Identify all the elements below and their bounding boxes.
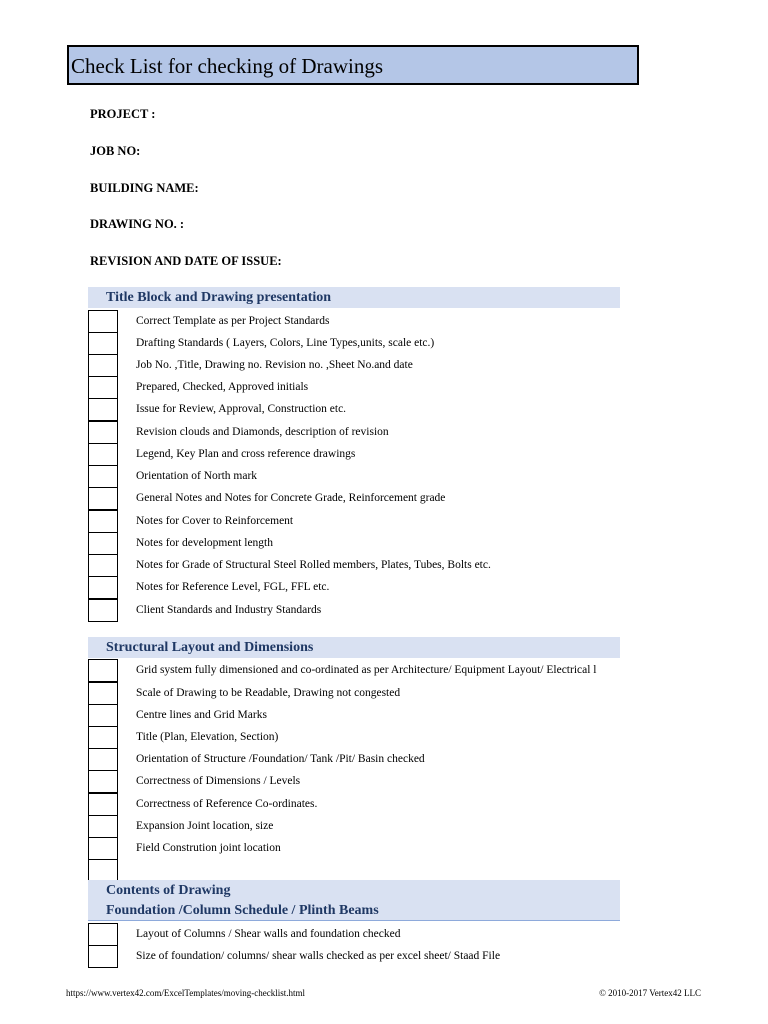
checklist-item-label: Revision clouds and Diamonds, description of revision: [136, 426, 389, 438]
section-heading-structural-layout: Structural Layout and Dimensions: [88, 637, 620, 658]
checklist-row: [88, 554, 648, 577]
checkbox[interactable]: [88, 837, 118, 860]
checklist-item-label: Issue for Review, Approval, Construction etc.: [136, 403, 347, 415]
checklist-row: [88, 532, 648, 555]
section-subheading-foundation: Foundation /Column Schedule / Plinth Beams: [88, 900, 620, 921]
section-heading-contents: Contents of Drawing: [88, 880, 620, 901]
checklist-item-label: Correct Template as per Project Standards: [136, 315, 330, 327]
checklist-row: [88, 398, 648, 421]
checklist-row: [88, 510, 648, 533]
page-title: Check List for checking of Drawings: [67, 45, 639, 85]
checklist-item-label: Field Constrution joint location: [136, 842, 281, 854]
checkbox[interactable]: [88, 487, 118, 510]
checklist-row: [88, 837, 648, 860]
checklist-item-label: Drafting Standards ( Layers, Colors, Line Types,units, scale etc.): [136, 337, 435, 349]
checklist-item-label: Notes for Reference Level, FGL, FFL etc.: [136, 581, 330, 593]
checkbox[interactable]: [88, 923, 118, 946]
checklist-item-label: Correctness of Reference Co-ordinates.: [136, 798, 318, 810]
field-building-name: BUILDING NAME:: [90, 181, 199, 195]
field-revision-date: REVISION AND DATE OF ISSUE:: [90, 254, 282, 268]
checklist-item-label: Prepared, Checked, Approved initials: [136, 381, 309, 393]
checklist-item-label: Expansion Joint location, size: [136, 820, 274, 832]
checklist-row: [88, 704, 648, 727]
checklist-item-label: Scale of Drawing to be Readable, Drawing not congested: [136, 687, 401, 699]
field-drawing-no: DRAWING NO. :: [90, 217, 185, 231]
checklist-row: [88, 599, 648, 622]
checklist-item-label: Layout of Columns / Shear walls and foundation checked: [136, 928, 401, 940]
checklist-row: [88, 465, 648, 488]
checkbox[interactable]: [88, 532, 118, 555]
checkbox[interactable]: [88, 659, 118, 682]
checklist-row: [88, 770, 648, 793]
checklist-item-label: Orientation of North mark: [136, 470, 258, 482]
checklist-item-label: Orientation of Structure /Foundation/ Tank /Pit/ Basin checked: [136, 753, 425, 765]
checklist-row: [88, 945, 648, 968]
checklist-row: [88, 682, 648, 705]
checklist-row: [88, 793, 648, 816]
checklist-row: [88, 726, 648, 749]
checklist-item-label: Correctness of Dimensions / Levels: [136, 775, 301, 787]
checkbox[interactable]: [88, 443, 118, 466]
checklist-item-label: Notes for development length: [136, 537, 274, 549]
checklist-item-label: Notes for Grade of Structural Steel Rolled members, Plates, Tubes, Bolts etc.: [136, 559, 491, 571]
checklist-row: [88, 354, 648, 377]
checkbox[interactable]: [88, 465, 118, 488]
checklist-row: [88, 748, 648, 771]
footer-copyright: © 2010-2017 Vertex42 LLC: [599, 988, 701, 998]
checklist-item-label: General Notes and Notes for Concrete Grade, Reinforcement grade: [136, 492, 446, 504]
checklist-row: [88, 443, 648, 466]
checkbox[interactable]: [88, 726, 118, 749]
checklist-row: [88, 815, 648, 838]
checkbox[interactable]: [88, 576, 118, 599]
checklist-item-label: Job No. ,Title, Drawing no. Revision no. ,Sheet No.and date: [136, 359, 413, 371]
checkbox[interactable]: [88, 815, 118, 838]
checkbox[interactable]: [88, 859, 118, 882]
checkbox[interactable]: [88, 748, 118, 771]
checklist-row: [88, 859, 648, 882]
checklist-item-label: Notes for Cover to Reinforcement: [136, 515, 294, 527]
checkbox[interactable]: [88, 704, 118, 727]
checkbox[interactable]: [88, 421, 118, 444]
checkbox[interactable]: [88, 510, 118, 533]
checkbox[interactable]: [88, 332, 118, 355]
checkbox[interactable]: [88, 398, 118, 421]
section-heading-title-block: Title Block and Drawing presentation: [88, 287, 620, 308]
checklist-row: [88, 659, 648, 682]
field-job-no: JOB NO:: [90, 144, 141, 158]
checkbox[interactable]: [88, 310, 118, 333]
checkbox[interactable]: [88, 354, 118, 377]
checklist-row: [88, 332, 648, 355]
checkbox[interactable]: [88, 682, 118, 705]
checkbox[interactable]: [88, 599, 118, 622]
checklist-item-label: Legend, Key Plan and cross reference drawings: [136, 448, 356, 460]
checklist-item-label: Client Standards and Industry Standards: [136, 604, 322, 616]
checklist-row: [88, 487, 648, 510]
checkbox[interactable]: [88, 770, 118, 793]
checklist-item-label: Grid system fully dimensioned and co-ordinated as per Architecture/ Equipment Layout/ Electrical l: [136, 664, 597, 676]
checkbox[interactable]: [88, 793, 118, 816]
checklist-row: [88, 310, 648, 333]
checkbox[interactable]: [88, 554, 118, 577]
field-project: PROJECT :: [90, 107, 156, 121]
checklist-item-label: Centre lines and Grid Marks: [136, 709, 267, 721]
checkbox[interactable]: [88, 945, 118, 968]
checklist-item-label: Title (Plan, Elevation, Section): [136, 731, 279, 743]
checklist-row: [88, 923, 648, 946]
checklist-item-label: Size of foundation/ columns/ shear walls checked as per excel sheet/ Staad File: [136, 950, 501, 962]
checklist-row: [88, 421, 648, 444]
footer-url-link[interactable]: https://www.vertex42.com/ExcelTemplates/moving-checklist.html: [66, 988, 305, 998]
checkbox[interactable]: [88, 376, 118, 399]
checklist-row: [88, 376, 648, 399]
checklist-row: [88, 576, 648, 599]
